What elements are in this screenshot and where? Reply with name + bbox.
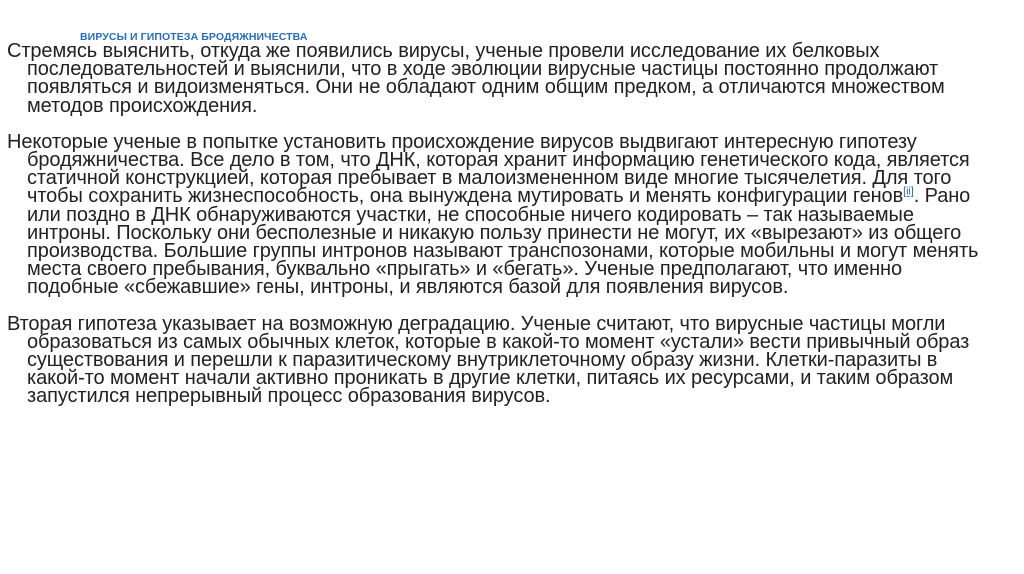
paragraph-vagrancy-hypothesis xyxy=(7,130,997,299)
footnote-reference-link[interactable]: [ii] xyxy=(903,185,914,198)
paragraph-degradation-hypothesis: Вторая гипотеза указывает на возможную деградацию. Ученые считают, что вирусные частицы могли образоваться из самых обычных клеток, которые в какой-то момент «устали» вести привычный образ существования и перешли к паразитическому внутриклеточному образу жизни. Клетки-паразиты в какой-то момент начали активно проникать в другие клетки, питаясь их ресурсами, и таким образом запустился непрерывный процесс образования вирусов. xyxy=(7,312,970,408)
paragraph-vagrancy-text-end: . Рано или поздно в ДНК обнаруживаются участки, не способные ничего кодировать – так называемые интроны. Поскольку они бесполезные и никакую пользу принести не могут, их «вырезают» из общего производства. Большие группы интронов называют транспозонами, которые мобильны и могут менять места своего пребывания, буквально «прыгать» и «бегать». Ученые предполагают, что именно подобные «сбежавшие» гены, интроны, и являются базой для появления вирусов. xyxy=(27,185,979,299)
paragraph-origin-research: Стремясь выяснить, откуда же появились вирусы, ученые провели исследование их белковых последовательностей и выяснили, что в ходе эволюции вирусные частицы постоянно продолжают появляться и видоизменяться. Они не обладают одним общим предком, а отличаются множеством методов происхождения. xyxy=(7,40,945,117)
paragraph-vagrancy-text-start: Некоторые ученые в попытке установить происхождение вирусов выдвигают интересную гипотезу бродяжничества. Все дело в том, что ДНК, которая хранит информацию генетического кода, является статичной конструкцией, которая пребывает в малоизмененном виде многие тысячелетия. Для того чтобы сохранить жизнеспособность, она вынуждена мутировать и менять конфигурации генов xyxy=(7,130,970,208)
slide-title: ВИРУСЫ И ГИПОТЕЗА БРОДЯЖНИЧЕСТВА xyxy=(80,31,308,43)
slide-body xyxy=(7,42,997,406)
